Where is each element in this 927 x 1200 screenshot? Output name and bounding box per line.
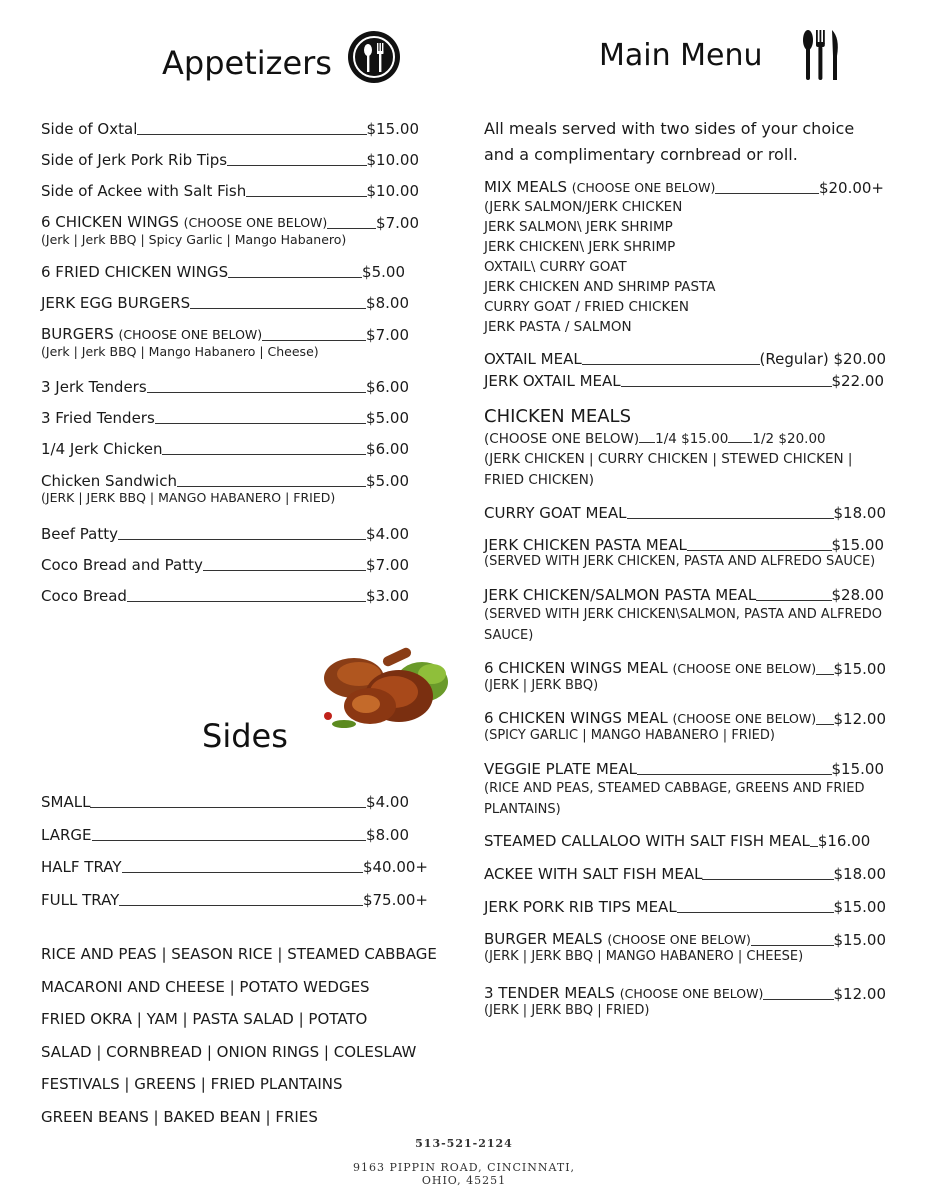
oxtail-meal-item: OXTAIL MEAL (Regular) $20.00 [484, 350, 886, 368]
mix-meals-item: MIX MEALS (CHOOSE ONE BELOW) $20.00+ (JERK SALMON/JERK CHICKEN JERK SALMON\ JERK SHRIMP JERK CHICKEN\ JERK SHRIMP OXTAIL\ CURRY GOAT JERK CHICKEN AND SHRIMP PASTA CURRY GOAT / FRIED CHICKEN JERK PASTA / SALMON [484, 178, 884, 335]
list-item: Side of Ackee with Salt Fish $10.00 [41, 182, 419, 200]
cutlery-icon [800, 28, 842, 82]
chicken-meals-title: CHICKEN MEALS [484, 406, 632, 427]
list-item: 6 CHICKEN WINGS (CHOOSE ONE BELOW) $7.00 (Jerk | Jerk BBQ | Spicy Garlic | Mango Habanero) [41, 213, 419, 247]
list-item: 3 Fried Tenders $5.00 [41, 409, 409, 427]
plate-cutlery-icon [347, 30, 401, 84]
list-item: 6 FRIED CHICKEN WINGS $5.00 [41, 263, 405, 281]
chicken-meals-block: CHICKEN MEALS (CHOOSE ONE BELOW) 1/4 $15.00 1/2 $20.00 (JERK CHICKEN | CURRY CHICKEN | STEWED CHICKEN | FRIED CHICKEN) [484, 405, 884, 491]
list-item: JERK CHICKEN PASTA MEAL $15.00 (SERVED WITH JERK CHICKEN, PASTA AND ALFREDO SAUCE) [484, 536, 884, 569]
list-item: 1/4 Jerk Chicken $6.00 [41, 440, 409, 458]
address-line-2: OHIO, 45251 [421, 1174, 507, 1187]
list-item: VEGGIE PLATE MEAL $15.00 (RICE AND PEAS, STEAMED CABBAGE, GREENS AND FRIED PLANTAINS) [484, 760, 884, 817]
sides-line: FRIED OKRA | YAM | PASTA SALAD | POTATO [41, 1010, 368, 1028]
list-item: STEAMED CALLALOO WITH SALT FISH MEAL $16.00 [484, 832, 871, 850]
sides-line: FESTIVALS | GREENS | FRIED PLANTAINS [41, 1075, 343, 1093]
list-item: Chicken Sandwich $5.00 (JERK | JERK BBQ | MANGO HABANERO | FRIED) [41, 472, 409, 505]
list-item: LARGE $8.00 [41, 826, 409, 844]
chicken-dish-image [314, 644, 450, 730]
list-item: 6 CHICKEN WINGS MEAL (CHOOSE ONE BELOW) $12.00 (SPICY GARLIC | MANGO HABANERO | FRIED) [484, 709, 886, 743]
list-item: 6 CHICKEN WINGS MEAL (CHOOSE ONE BELOW) $15.00 (JERK | JERK BBQ) [484, 659, 886, 693]
phone-number: 513-521-2124 [415, 1137, 513, 1150]
list-item: CURRY GOAT MEAL $18.00 [484, 504, 886, 522]
list-item: 3 Jerk Tenders $6.00 [41, 378, 409, 396]
list-item: HALF TRAY $40.00+ [41, 858, 428, 876]
list-item: JERK CHICKEN/SALMON PASTA MEAL $28.00 (SERVED WITH JERK CHICKEN\SALMON, PASTA AND ALFREDO SAUCE) [484, 586, 884, 643]
jerk-oxtail-meal-item: JERK OXTAIL MEAL $22.00 [484, 372, 884, 390]
sides-line: GREEN BEANS | BAKED BEAN | FRIES [41, 1108, 318, 1126]
list-item: Side of Oxtal $15.00 [41, 120, 419, 138]
address-line-1: 9163 PIPPIN ROAD, CINCINNATI, [352, 1161, 576, 1174]
appetizers-title: Appetizers [162, 44, 332, 82]
sides-line: SALAD | CORNBREAD | ONION RINGS | COLESLAW [41, 1043, 417, 1061]
list-item: JERK EGG BURGERS $8.00 [41, 294, 409, 312]
list-item: SMALL $4.00 [41, 793, 409, 811]
list-item: BURGERS (CHOOSE ONE BELOW) $7.00 (Jerk | Jerk BBQ | Mango Habanero | Cheese) [41, 325, 409, 359]
list-item: Coco Bread and Patty $7.00 [41, 556, 409, 574]
sides-line: MACARONI AND CHEESE | POTATO WEDGES [41, 978, 370, 996]
list-item: BURGER MEALS (CHOOSE ONE BELOW) $15.00 (JERK | JERK BBQ | MANGO HABANERO | CHEESE) [484, 930, 886, 964]
list-item: ACKEE WITH SALT FISH MEAL $18.00 [484, 865, 886, 883]
sides-title: Sides [202, 717, 288, 755]
list-item: JERK PORK RIB TIPS MEAL $15.00 [484, 898, 886, 916]
list-item: Coco Bread $3.00 [41, 587, 409, 605]
list-item: FULL TRAY $75.00+ [41, 891, 428, 909]
list-item: Beef Patty $4.00 [41, 525, 409, 543]
main-menu-title: Main Menu [599, 38, 763, 73]
sides-line: RICE AND PEAS | SEASON RICE | STEAMED CABBAGE [41, 945, 437, 963]
list-item: Side of Jerk Pork Rib Tips $10.00 [41, 151, 419, 169]
list-item: 3 TENDER MEALS (CHOOSE ONE BELOW) $12.00 (JERK | JERK BBQ | FRIED) [484, 984, 886, 1018]
